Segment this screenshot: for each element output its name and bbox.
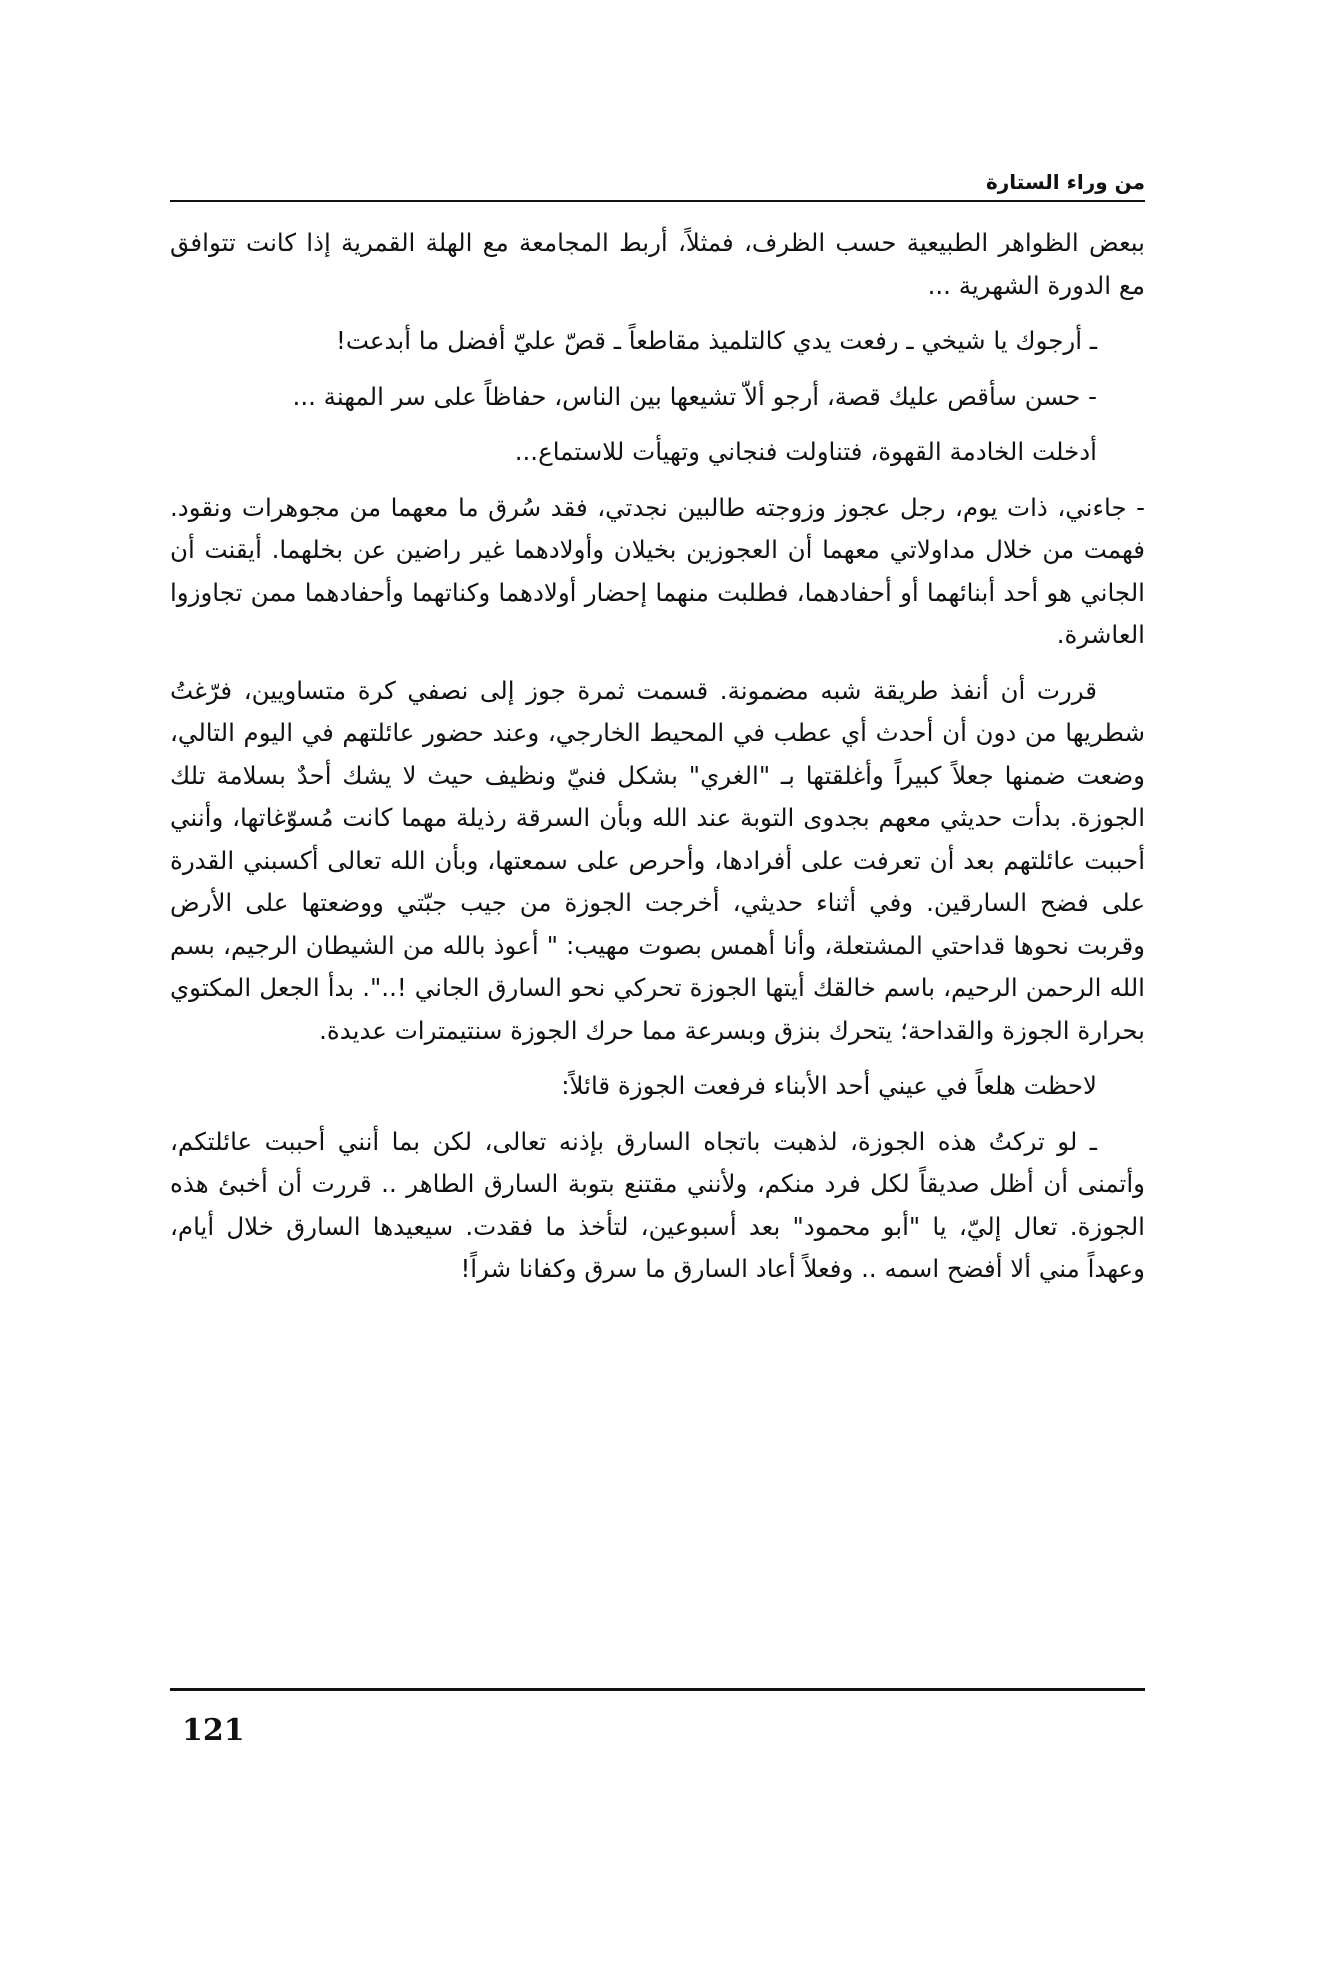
paragraph-2: ـ أرجوك يا شيخي ـ رفعت يدي كالتلميذ مقاطعاً ـ قصّ عليّ أفضل ما أبدعت!	[336, 326, 1097, 355]
paragraph-8: ـ لو تركتُ هذه الجوزة، لذهبت باتجاه السارق بإذنه تعالى، لكن بما أنني أحببت عائلتكم، وأتمنى أن أظل صديقاً لكل فرد منكم، ولأنني مقتنع بتوبة السارق الطاهر .. قررت أن أخبئ هذه الجوزة. تعال إليّ، يا "أبو محمود" بعد أسبوعين، لتأخذ ما فقدت. سيعيدها السارق خلال أيام، وعهداً مني ألا أفضح اسمه .. وفعلاً أعاد السارق ما سرق وكفانا شراً!	[170, 1126, 1145, 1283]
paragraph-6: قررت أن أنفذ طريقة شبه مضمونة. قسمت ثمرة جوز إلى نصفي كرة متساويين، فرّغتُ شطريها من دون أن أحدث أي عطب في المحيط الخارجي، وعند حضور عائلتهم في اليوم التالي، وضعت ضمنها جعلاً كبيراً وأغلقتها بـ "الغري" بشكل فنيّ ونظيف حيث لا يشك أحدٌ بسلامة تلك الجوزة. بدأت حديثي معهم بجدوى التوبة عند الله وبأن السرقة رذيلة مهما كانت مُسوّغاتها، وأنني أحببت عائلتهم بعد أن تعرفت على أفرادها، وأحرص على سمعتها، وبأن الله تعالى أكسبني القدرة على فضح السارقين. وفي أثناء حديثي، أخرجت الجوزة من جيب جبّتي ووضعتها على الأرض وقربت نحوها قداحتي المشتعلة، وأنا أهمس بصوت مهيب: " أعوذ بالله من الشيطان الرجيم، بسم الله الرحمن الرحيم، باسم خالقك أيتها الجوزة تحركي نحو السارق الجاني !..". بدأ الجعل المكتوي بحرارة الجوزة والقداحة؛ يتحرك بنزق وبسرعة مما حرك الجوزة سنتيمترات عديدة.	[170, 675, 1145, 1045]
paragraph-7: لاحظت هلعاً في عيني أحد الأبناء فرفعت الجوزة قائلاً:	[561, 1071, 1097, 1100]
header-divider	[170, 200, 1145, 202]
body-text	[170, 222, 1145, 1304]
paragraph-1: ببعض الظواهر الطبيعية حسب الظرف، فمثلاً، أربط المجامعة مع الهلة القمرية إذا كانت تتوافق مع الدورة الشهرية ...	[170, 228, 1145, 300]
page-number: 121	[182, 1713, 245, 1748]
paragraph-4: أدخلت الخادمة القهوة، فتناولت فنجاني وتهيأت للاستماع...	[514, 437, 1097, 466]
paragraph-5: - جاءني، ذات يوم، رجل عجوز وزوجته طالبين نجدتي، فقد سُرق ما معهما من مجوهرات ونقود. فهمت من خلال مداولاتي معهما أن العجوزين بخيلان وأولادهما غير راضين عن بخلهما. أيقنت أن الجاني هو أحد أبنائهما أو أحفادهما، فطلبت منهما إحضار أولادهما وكناتهما وأحفادهما ممن تجاوزوا العاشرة.	[170, 492, 1145, 649]
page-header	[170, 170, 1145, 202]
paragraph-3: - حسن سأقص عليك قصة، أرجو ألاّ تشيعها بين الناس، حفاظاً على سر المهنة ...	[292, 381, 1097, 411]
running-title: من وراء الستارة	[985, 170, 1145, 194]
footer-divider	[170, 1688, 1145, 1691]
page-footer	[170, 1688, 1145, 1748]
